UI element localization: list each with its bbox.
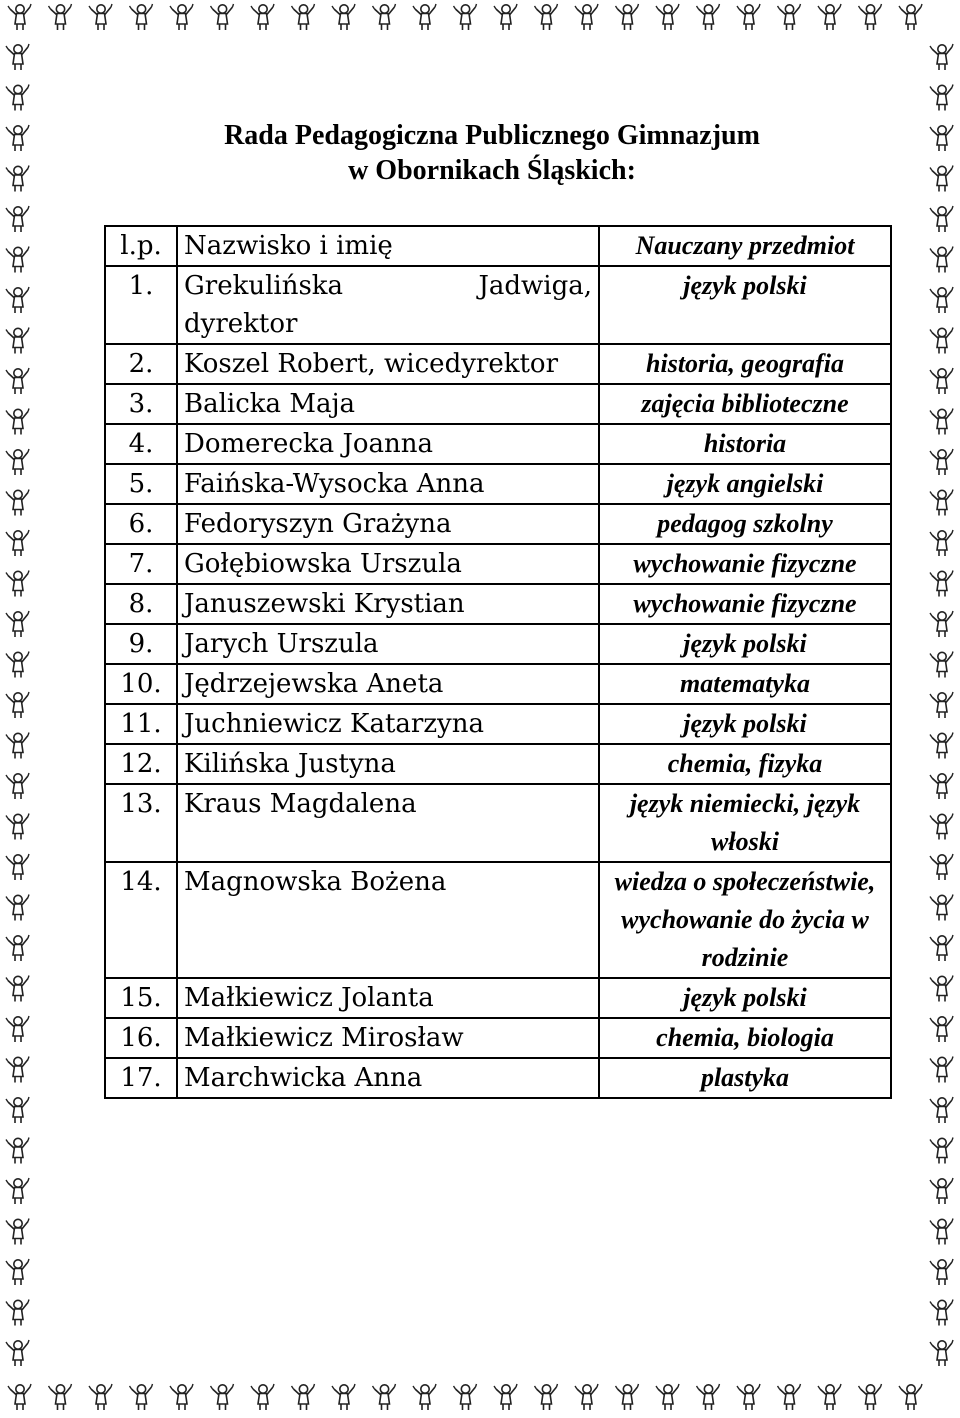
waving-child-icon: [6, 611, 29, 637]
waving-child-icon: [332, 1384, 355, 1410]
waving-child-icon: [6, 976, 29, 1002]
waving-child-icon: [930, 409, 953, 435]
waving-child-icon: [656, 4, 679, 30]
teacher-name-line: Grekulińska Jadwiga,: [184, 271, 592, 301]
waving-child-icon: [332, 4, 355, 30]
table-row: [105, 544, 891, 584]
waving-child-icon: [6, 328, 29, 354]
waving-child-icon: [6, 247, 29, 273]
row-number: 13.: [105, 784, 177, 862]
waving-child-icon: [6, 1219, 29, 1245]
waving-child-icon: [930, 44, 953, 70]
subject: wiedza o społeczeństwie, wychowanie do życia w rodzinie: [599, 862, 891, 978]
waving-child-icon: [930, 368, 953, 394]
waving-child-icon: [211, 1384, 234, 1410]
subject: wychowanie fizyczne: [599, 544, 891, 584]
waving-child-icon: [930, 814, 953, 840]
subject: język angielski: [599, 464, 891, 504]
row-number: 7.: [105, 544, 177, 584]
waving-child-icon: [6, 1178, 29, 1204]
waving-child-icon: [697, 1384, 720, 1410]
waving-child-icon: [697, 4, 720, 30]
waving-child-icon: [8, 1384, 31, 1410]
waving-child-icon: [8, 4, 31, 30]
waving-child-icon: [6, 571, 29, 597]
waving-child-icon: [6, 1300, 29, 1326]
row-number: 17.: [105, 1058, 177, 1098]
teacher-name: Gołębiowska Urszula: [177, 544, 599, 584]
waving-child-icon: [778, 1384, 801, 1410]
row-number: 6.: [105, 504, 177, 544]
waving-child-icon: [251, 1384, 274, 1410]
subject: plastyka: [599, 1058, 891, 1098]
teacher-role: dyrektor: [184, 309, 298, 339]
row-number: 14.: [105, 862, 177, 978]
subject: zajęcia biblioteczne: [599, 384, 891, 424]
teacher-name: Kilińska Justyna: [177, 744, 599, 784]
header-subject: Nauczany przedmiot: [599, 226, 891, 266]
waving-child-icon: [930, 206, 953, 232]
subject: pedagog szkolny: [599, 504, 891, 544]
waving-child-icon: [6, 1057, 29, 1083]
waving-child-icon: [930, 287, 953, 313]
subject: wychowanie fizyczne: [599, 584, 891, 624]
table-row: [105, 504, 891, 544]
row-number: 5.: [105, 464, 177, 504]
waving-child-icon: [6, 854, 29, 880]
waving-child-icon: [930, 895, 953, 921]
row-number: 10.: [105, 664, 177, 704]
teacher-name: Marchwicka Anna: [177, 1058, 599, 1098]
waving-child-icon: [6, 85, 29, 111]
waving-child-icon: [899, 4, 922, 30]
waving-child-icon: [130, 1384, 153, 1410]
waving-child-icon: [930, 773, 953, 799]
table-row: [105, 978, 891, 1018]
waving-child-icon: [6, 530, 29, 556]
waving-child-icon: [737, 4, 760, 30]
row-number: 1.: [105, 266, 177, 344]
waving-child-icon: [818, 1384, 841, 1410]
waving-child-icon: [930, 733, 953, 759]
waving-child-icon: [170, 4, 193, 30]
page-subtitle: w Obornikach Śląskich:: [348, 155, 636, 186]
row-number: 2.: [105, 344, 177, 384]
row-number: 3.: [105, 384, 177, 424]
waving-child-icon: [899, 1384, 922, 1410]
table-row: [105, 1018, 891, 1058]
subject: język polski: [599, 978, 891, 1018]
table-row: [105, 744, 891, 784]
table-row: [105, 704, 891, 744]
waving-child-icon: [6, 1138, 29, 1164]
waving-child-icon: [413, 4, 436, 30]
waving-child-icon: [49, 1384, 72, 1410]
waving-child-icon: [251, 4, 274, 30]
waving-child-icon: [575, 4, 598, 30]
row-number: 9.: [105, 624, 177, 664]
teacher-name: Juchniewicz Katarzyna: [177, 704, 599, 744]
subject: chemia, biologia: [599, 1018, 891, 1058]
waving-child-icon: [6, 1259, 29, 1285]
waving-child-icon: [616, 1384, 639, 1410]
row-number: 16.: [105, 1018, 177, 1058]
waving-child-icon: [6, 449, 29, 475]
teacher-name: Januszewski Krystian: [177, 584, 599, 624]
waving-child-icon: [930, 1340, 953, 1366]
waving-child-icon: [930, 530, 953, 556]
waving-child-icon: [6, 287, 29, 313]
teacher-name: Jarych Urszula: [177, 624, 599, 664]
table-row: [105, 1058, 891, 1098]
waving-child-icon: [930, 976, 953, 1002]
teacher-name: Jędrzejewska Aneta: [177, 664, 599, 704]
waving-child-icon: [930, 247, 953, 273]
waving-child-icon: [930, 1219, 953, 1245]
waving-child-icon: [930, 85, 953, 111]
header-num: l.p.: [105, 226, 177, 266]
waving-child-icon: [575, 1384, 598, 1410]
teacher-name: Domerecka Joanna: [177, 424, 599, 464]
waving-child-icon: [535, 4, 558, 30]
teacher-name: Balicka Maja: [177, 384, 599, 424]
waving-child-icon: [656, 1384, 679, 1410]
teacher-name: Małkiewicz Jolanta: [177, 978, 599, 1018]
waving-child-icon: [413, 1384, 436, 1410]
waving-child-icon: [930, 692, 953, 718]
waving-child-icon: [89, 1384, 112, 1410]
waving-child-icon: [6, 490, 29, 516]
waving-child-icon: [170, 1384, 193, 1410]
waving-child-icon: [89, 4, 112, 30]
teacher-name: Małkiewicz Mirosław: [177, 1018, 599, 1058]
teacher-name: Kraus Magdalena: [177, 784, 599, 862]
header-name: Nazwisko i imię: [177, 226, 599, 266]
subject: język polski: [599, 266, 891, 344]
subject: chemia, fizyka: [599, 744, 891, 784]
teacher-name: [177, 266, 599, 344]
waving-child-icon: [859, 1384, 882, 1410]
waving-child-icon: [930, 1016, 953, 1042]
teacher-name: Faińska-Wysocka Anna: [177, 464, 599, 504]
table-row: [105, 464, 891, 504]
waving-child-icon: [930, 1178, 953, 1204]
table-row: [105, 424, 891, 464]
table-row: [105, 584, 891, 624]
teacher-name: Magnowska Bożena: [177, 862, 599, 978]
waving-child-icon: [6, 206, 29, 232]
waving-child-icon: [6, 895, 29, 921]
table-row: [105, 862, 891, 978]
staff-table: [104, 225, 892, 1099]
waving-child-icon: [6, 44, 29, 70]
waving-child-icon: [930, 1300, 953, 1326]
waving-child-icon: [930, 652, 953, 678]
waving-child-icon: [211, 4, 234, 30]
table-row: [105, 384, 891, 424]
waving-child-icon: [6, 652, 29, 678]
waving-child-icon: [292, 1384, 315, 1410]
waving-child-icon: [49, 4, 72, 30]
waving-child-icon: [616, 4, 639, 30]
waving-child-icon: [859, 4, 882, 30]
waving-child-icon: [930, 1097, 953, 1123]
waving-child-icon: [930, 1259, 953, 1285]
waving-child-icon: [930, 490, 953, 516]
waving-child-icon: [6, 368, 29, 394]
subject: historia: [599, 424, 891, 464]
table-row: [105, 784, 891, 862]
row-number: 12.: [105, 744, 177, 784]
table-row: [105, 344, 891, 384]
waving-child-icon: [930, 854, 953, 880]
table-row: [105, 266, 891, 344]
waving-child-icon: [373, 1384, 396, 1410]
waving-child-icon: [737, 1384, 760, 1410]
row-number: 4.: [105, 424, 177, 464]
table-row: [105, 664, 891, 704]
row-number: 11.: [105, 704, 177, 744]
waving-child-icon: [6, 935, 29, 961]
table-row: [105, 624, 891, 664]
waving-child-icon: [930, 449, 953, 475]
row-number: 8.: [105, 584, 177, 624]
waving-child-icon: [818, 4, 841, 30]
subject: język polski: [599, 704, 891, 744]
waving-child-icon: [6, 1097, 29, 1123]
table-header-row: [105, 226, 891, 266]
subject: matematyka: [599, 664, 891, 704]
subject: historia, geografia: [599, 344, 891, 384]
page-title: Rada Pedagogiczna Publicznego Gimnazjum: [224, 120, 760, 151]
waving-child-icon: [6, 409, 29, 435]
row-number: 15.: [105, 978, 177, 1018]
subject: język niemiecki, język włoski: [599, 784, 891, 862]
waving-child-icon: [535, 1384, 558, 1410]
waving-child-icon: [494, 4, 517, 30]
waving-child-icon: [6, 773, 29, 799]
subject: język polski: [599, 624, 891, 664]
waving-child-icon: [778, 4, 801, 30]
waving-child-icon: [6, 692, 29, 718]
waving-child-icon: [930, 1057, 953, 1083]
waving-child-icon: [6, 1340, 29, 1366]
waving-child-icon: [930, 1138, 953, 1164]
waving-child-icon: [930, 611, 953, 637]
waving-child-icon: [494, 1384, 517, 1410]
waving-child-icon: [292, 4, 315, 30]
teacher-name: Koszel Robert, wicedyrektor: [177, 344, 599, 384]
waving-child-icon: [6, 814, 29, 840]
waving-child-icon: [930, 328, 953, 354]
waving-child-icon: [454, 4, 477, 30]
waving-child-icon: [454, 1384, 477, 1410]
waving-child-icon: [373, 4, 396, 30]
waving-child-icon: [6, 1016, 29, 1042]
teacher-name: Fedoryszyn Grażyna: [177, 504, 599, 544]
waving-child-icon: [6, 733, 29, 759]
waving-child-icon: [930, 571, 953, 597]
waving-child-icon: [930, 935, 953, 961]
waving-child-icon: [130, 4, 153, 30]
